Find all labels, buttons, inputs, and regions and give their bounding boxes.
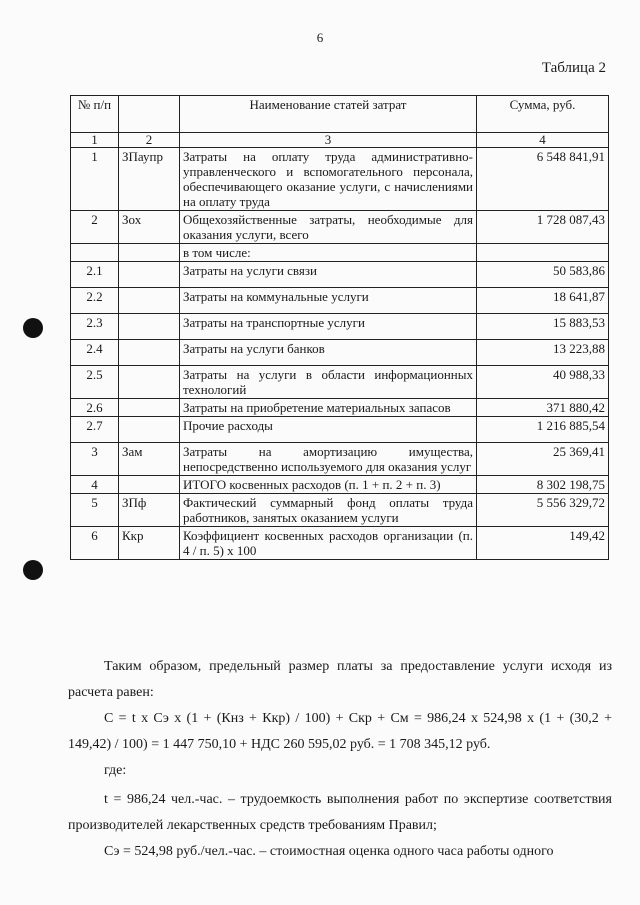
row-sum: 5 556 329,72: [477, 494, 609, 527]
row-sum: 15 883,53: [477, 314, 609, 340]
table-header-row: [71, 96, 609, 133]
row-num: 1: [71, 148, 119, 211]
col-number: 2: [119, 133, 180, 148]
table-row: [71, 314, 609, 340]
row-code: [119, 288, 180, 314]
row-num: 4: [71, 476, 119, 494]
row-sum: 1 216 885,54: [477, 417, 609, 443]
row-num: 2.5: [71, 366, 119, 399]
header-code: [119, 96, 180, 133]
row-num: 2.6: [71, 399, 119, 417]
row-code: [119, 399, 180, 417]
paragraph-where: где:: [104, 763, 127, 778]
row-num: 3: [71, 443, 119, 476]
table-row: [71, 527, 609, 560]
row-sum: [477, 244, 609, 262]
row-sum: 8 302 198,75: [477, 476, 609, 494]
paragraph-se-definition: Сэ = 524,98 руб./чел.-час. – стоимостная оценка одного часа работы одного: [104, 844, 554, 859]
paragraph-conclusion: Таким образом, предельный размер платы за предоставление услуги исходя из расчета равен:: [68, 659, 612, 700]
table-row: [71, 244, 609, 262]
table-row: [71, 494, 609, 527]
row-code: [119, 366, 180, 399]
row-name: Фактический суммарный фонд оплаты труда работников, занятых оказанием услуги: [180, 494, 477, 527]
header-num: № п/п: [71, 96, 119, 133]
row-sum: 40 988,33: [477, 366, 609, 399]
table-row: [71, 211, 609, 244]
header-name: Наименование статей затрат: [180, 96, 477, 133]
col-number: 4: [477, 133, 609, 148]
row-sum: 1 728 087,43: [477, 211, 609, 244]
row-sum: 6 548 841,91: [477, 148, 609, 211]
table-row: [71, 340, 609, 366]
row-code: [119, 244, 180, 262]
row-name: Затраты на транспортные услуги: [180, 314, 477, 340]
row-name: Прочие расходы: [180, 417, 477, 443]
row-name: Общехозяйственные затраты, необходимые для оказания услуги, всего: [180, 211, 477, 244]
row-code: [119, 340, 180, 366]
row-num: 2.4: [71, 340, 119, 366]
row-name: Затраты на услуги банков: [180, 340, 477, 366]
row-name: Затраты на услуги связи: [180, 262, 477, 288]
row-num: 2.1: [71, 262, 119, 288]
row-code: Зам: [119, 443, 180, 476]
row-code: [119, 314, 180, 340]
row-code: ЗПаупр: [119, 148, 180, 211]
table-row: [71, 443, 609, 476]
table-row: [71, 417, 609, 443]
col-number: 3: [180, 133, 477, 148]
table-title: Таблица 2: [541, 60, 606, 76]
row-sum: 18 641,87: [477, 288, 609, 314]
row-num: 2.2: [71, 288, 119, 314]
row-name: Затраты на оплату труда административно-управленческого и вспомогательного персонала, обеспечивающего оказание услуги, с начислениями на оплату труда: [180, 148, 477, 211]
row-num: 2: [71, 211, 119, 244]
row-name: Затраты на услуги в области информационных технологий: [180, 366, 477, 399]
row-num: 5: [71, 494, 119, 527]
row-sum: 149,42: [477, 527, 609, 560]
row-name: в том числе:: [180, 244, 477, 262]
table-row: [71, 366, 609, 399]
paragraph-t-definition: t = 986,24 чел.-час. – трудоемкость выполнения работ по экспертизе соответствия производителей лекарственных средств требованиям Правил;: [68, 792, 612, 833]
row-code: Зох: [119, 211, 180, 244]
row-name: ИТОГО косвенных расходов (п. 1 + п. 2 + п. 3): [180, 476, 477, 494]
table-row: [71, 148, 609, 211]
row-code: [119, 476, 180, 494]
table-row: [71, 399, 609, 417]
row-code: [119, 262, 180, 288]
row-num: 2.7: [71, 417, 119, 443]
row-sum: 50 583,86: [477, 262, 609, 288]
row-code: [119, 417, 180, 443]
row-sum: 25 369,41: [477, 443, 609, 476]
row-name: Затраты на коммунальные услуги: [180, 288, 477, 314]
table-row: [71, 262, 609, 288]
punch-hole: [23, 318, 43, 338]
column-numbers-row: [71, 133, 609, 148]
row-name: Затраты на приобретение материальных запасов: [180, 399, 477, 417]
punch-hole: [23, 560, 43, 580]
row-num: 2.3: [71, 314, 119, 340]
row-name: Коэффициент косвенных расходов организации (п. 4 / п. 5) х 100: [180, 527, 477, 560]
costs-table: [70, 95, 609, 560]
row-sum: 371 880,42: [477, 399, 609, 417]
paragraph-formula: С = t х Сэ х (1 + (Кнз + Ккр) / 100) + Скр + См = 986,24 х 524,98 х (1 + (30,2 + 149,42) / 100) = 1 447 750,10 + НДС 260 595,02 руб. = 1 708 345,12 руб.: [68, 711, 612, 752]
table-row: [71, 288, 609, 314]
row-code: ЗПф: [119, 494, 180, 527]
col-number: 1: [71, 133, 119, 148]
page-number: 6: [316, 30, 324, 45]
row-code: Ккр: [119, 527, 180, 560]
table-row: [71, 476, 609, 494]
header-sum: Сумма, руб.: [477, 96, 609, 133]
row-name: Затраты на амортизацию имущества, непосредственно используемого для оказания услуг: [180, 443, 477, 476]
row-num: 6: [71, 527, 119, 560]
row-num: [71, 244, 119, 262]
row-sum: 13 223,88: [477, 340, 609, 366]
